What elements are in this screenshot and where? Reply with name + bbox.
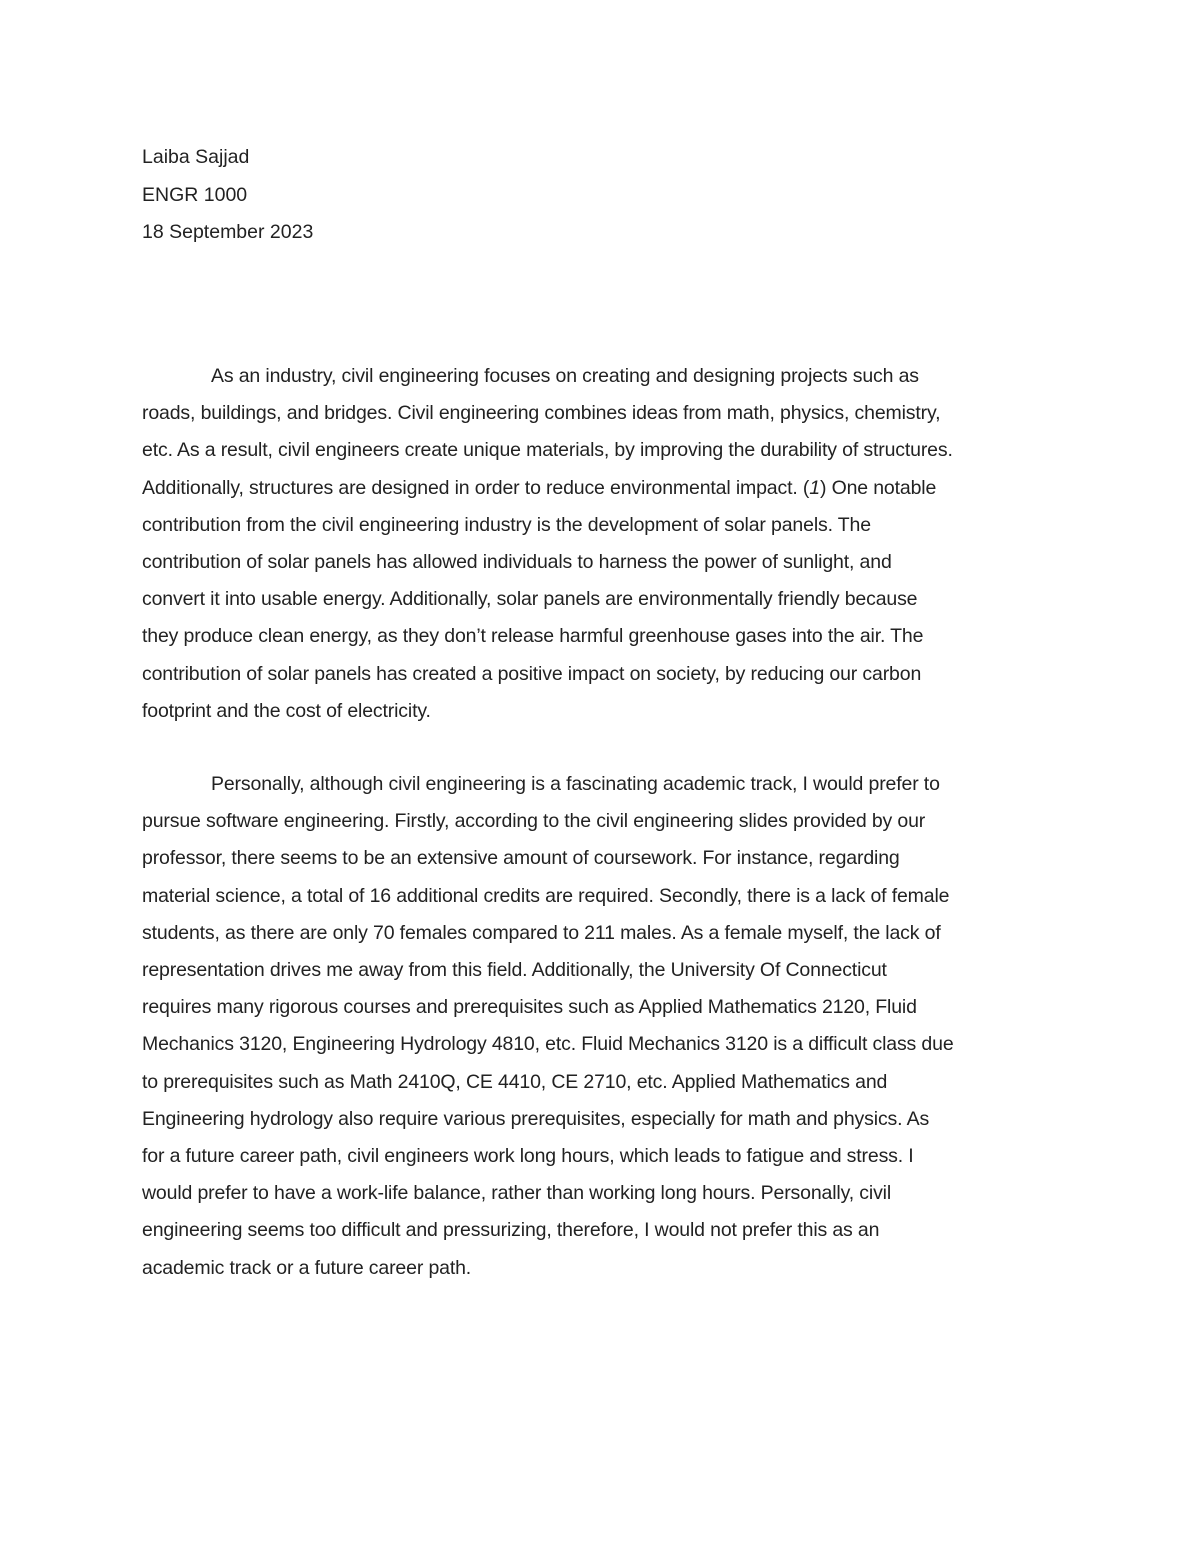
text-line: Engineering hydrology also require various prerequisites, especially for math and physics. As bbox=[142, 1107, 930, 1130]
text-line: material science, a total of 16 additional credits are required. Secondly, there is a lack of female bbox=[142, 884, 950, 907]
document-date: 18 September 2023 bbox=[142, 221, 314, 243]
text-line: contribution of solar panels has allowed individuals to harness the power of sunlight, and bbox=[142, 551, 892, 574]
paragraph-1 bbox=[142, 358, 1072, 730]
text-line: would prefer to have a work-life balance, rather than working long hours. Personally, civil bbox=[142, 1182, 892, 1205]
text-line: academic track or a future career path. bbox=[142, 1256, 472, 1279]
text-line: for a future career path, civil engineers work long hours, which leads to fatigue and stress. I bbox=[142, 1145, 914, 1168]
text-line: footprint and the cost of electricity. bbox=[142, 699, 431, 722]
text-line: Personally, although civil engineering is a fascinating academic track, I would prefer to bbox=[211, 773, 940, 796]
text-line: contribution from the civil engineering industry is the development of solar panels. The bbox=[142, 513, 871, 536]
paragraph-gap bbox=[142, 730, 1072, 766]
text-line: Mechanics 3120, Engineering Hydrology 4810, etc. Fluid Mechanics 3120 is a difficult class due bbox=[142, 1033, 954, 1056]
text-segment: ) One notable bbox=[819, 476, 937, 499]
text-line: professor, there seems to be an extensive amount of coursework. For instance, regarding bbox=[142, 847, 900, 870]
text-line: As an industry, civil engineering focuses on creating and designing projects such as bbox=[211, 365, 919, 387]
text-line: contribution of solar panels has created a positive impact on society, by reducing our carbon bbox=[142, 662, 922, 685]
text-segment: Additionally, structures are designed in order to reduce environmental impact. ( bbox=[142, 476, 810, 499]
text-line: to prerequisites such as Math 2410Q, CE 4410, CE 2710, etc. Applied Mathematics and bbox=[142, 1070, 888, 1093]
text-line: representation drives me away from this field. Additionally, the University Of Connecticut bbox=[142, 959, 887, 982]
citation-number: 1 bbox=[809, 476, 820, 499]
text-line: they produce clean energy, as they don’t release harmful greenhouse gases into the air. The bbox=[142, 625, 924, 648]
text-line bbox=[142, 470, 1072, 507]
document-body bbox=[142, 358, 1072, 1287]
document-header bbox=[142, 139, 1072, 252]
author-name: Laiba Sajjad bbox=[142, 146, 250, 168]
paragraph-2 bbox=[142, 766, 1072, 1287]
text-line: students, as there are only 70 females compared to 211 males. As a female myself, the lack of bbox=[142, 921, 941, 944]
course-code: ENGR 1000 bbox=[142, 183, 248, 206]
text-line: etc. As a result, civil engineers create unique materials, by improving the durability of structures. bbox=[142, 439, 953, 462]
text-line: engineering seems too difficult and pressurizing, therefore, I would not prefer this as an bbox=[142, 1219, 880, 1242]
text-line: roads, buildings, and bridges. Civil engineering combines ideas from math, physics, chemistry, bbox=[142, 402, 941, 425]
text-line: convert it into usable energy. Additionally, solar panels are environmentally friendly because bbox=[142, 588, 918, 611]
text-line: pursue software engineering. Firstly, according to the civil engineering slides provided by our bbox=[142, 810, 926, 833]
text-line: requires many rigorous courses and prerequisites such as Applied Mathematics 2120, Fluid bbox=[142, 996, 917, 1019]
